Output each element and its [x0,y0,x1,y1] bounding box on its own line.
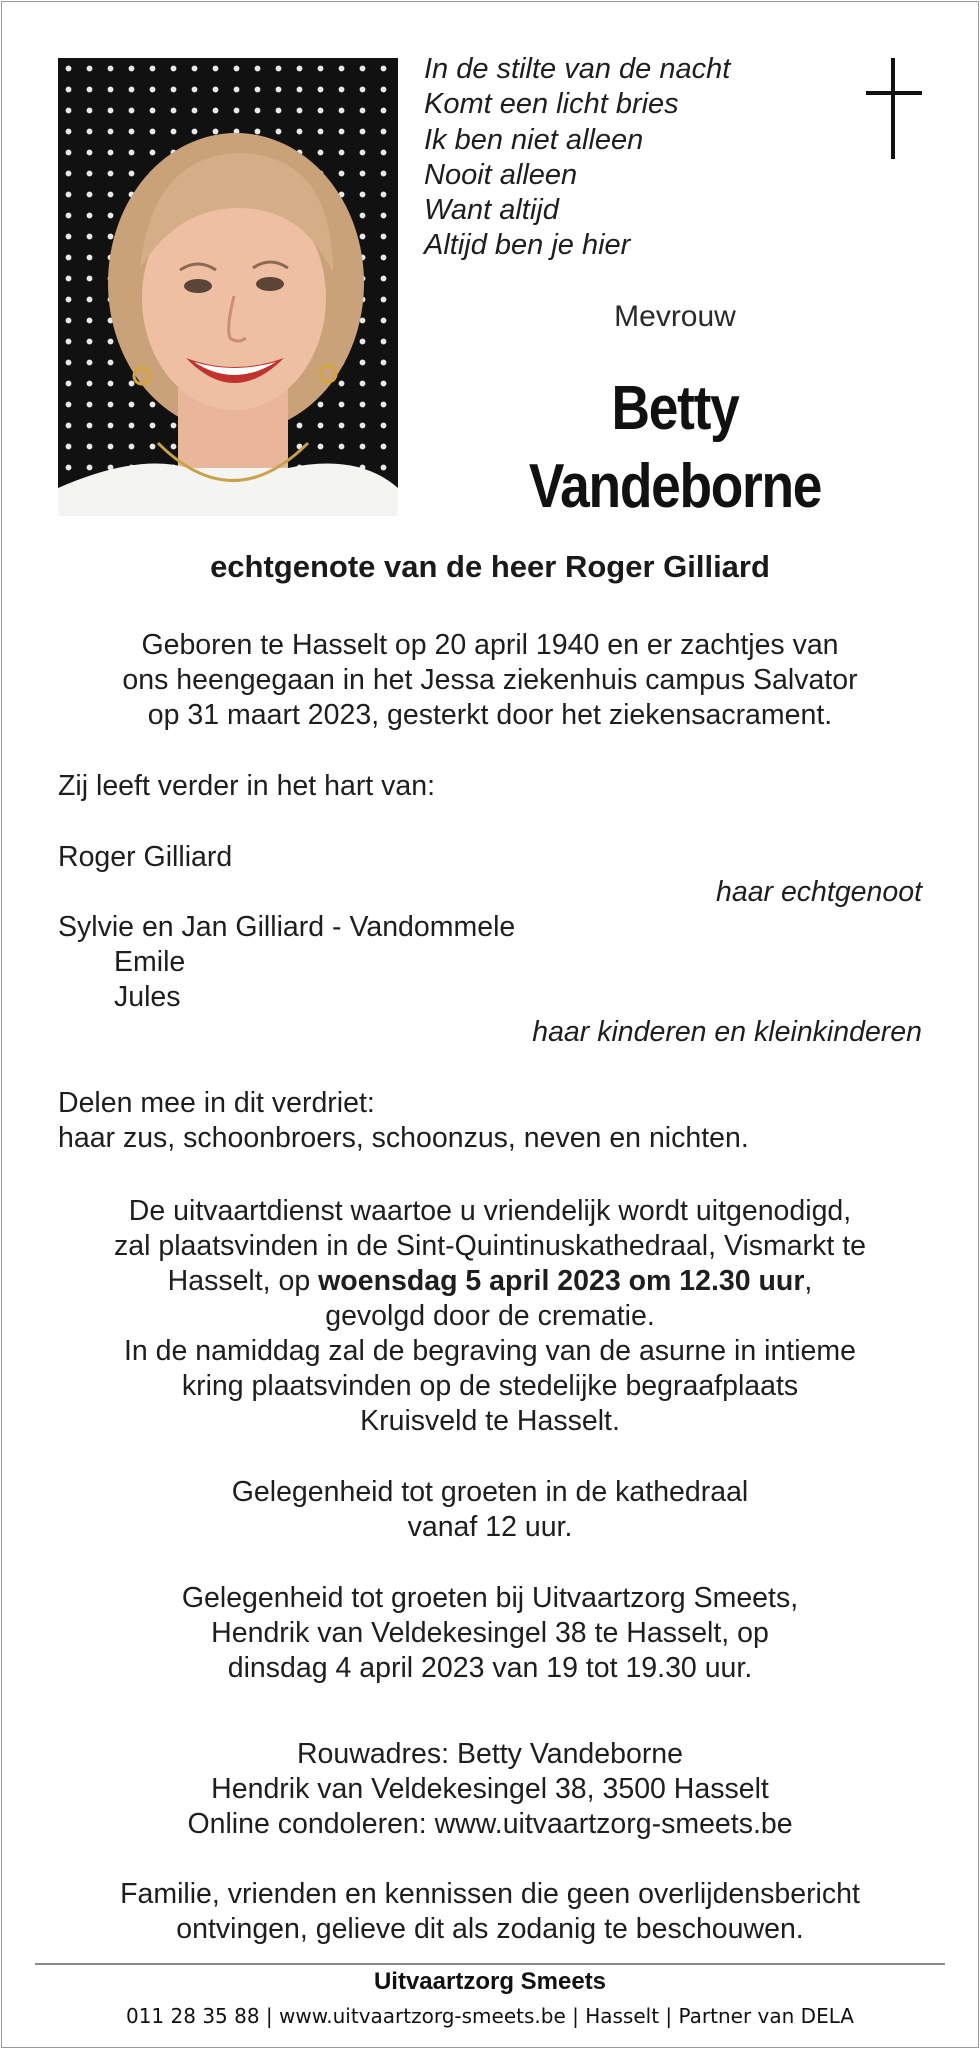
service-datetime: woensdag 5 april 2023 om 12.30 uur [318,1265,805,1297]
service-post: , [804,1265,813,1297]
family-children-role: haar kinderen en kleinkinderen [532,1016,922,1048]
family-spouse-role: haar echtgenoot [716,876,922,908]
honorific: Mevrouw [614,300,736,333]
greeting-line: Gelegenheid tot groeten bij Uitvaartzorg Smeets, [181,1582,799,1614]
closing-line: ontvingen, gelieve dit als zodanig te beschouwen. [176,1913,804,1945]
poem-line: Ik ben niet alleen [424,123,644,156]
birth-line: op 31 maart 2023, gesterkt door het ziekensacrament. [147,699,833,731]
last-name: Vandeborne [528,452,822,521]
address-line: Rouwadres: Betty Vandeborne [296,1738,684,1770]
service-line: zal plaatsvinden in de Sint-Quintinuskathedraal, Vismarkt te [114,1230,866,1262]
greeting-line: dinsdag 4 april 2023 van 19 tot 19.30 uur. [227,1652,753,1684]
grandchild-name: Emile [114,946,186,978]
condolence-link[interactable]: Online condoleren: www.uitvaartzorg-smeets.be [187,1808,793,1840]
mourning-address [60,1737,920,1842]
lives-on-heading: Zij leeft verder in het hart van: [58,770,436,802]
closing-line: Familie, vrienden en kennissen die geen overlijdensbericht [120,1878,860,1910]
address-line: Hendrik van Veldekesingel 38, 3500 Hasselt [211,1773,769,1805]
portrait-photo [58,58,398,516]
poem-line: Want altijd [424,194,559,227]
service-date-line [60,1264,920,1299]
first-name: Betty [611,374,739,443]
cathedral-greeting-text [60,1475,920,1545]
spouse-line: echtgenote van de heer Roger Gilliard [210,549,770,584]
service-line: In de namiddag zal de begraving van de asurne in intieme [124,1335,856,1367]
poem-line: Nooit alleen [424,158,578,191]
birth-line: Geboren te Hasselt op 20 april 1940 en er zachtjes van [141,629,839,661]
share-heading: Delen mee in dit verdriet: [58,1087,375,1119]
poem-line: Altijd ben je hier [424,229,631,262]
birth-line: ons heengegaan in het Jessa ziekenhuis campus Salvator [122,664,858,696]
cross-icon [866,58,922,159]
service-line: Kruisveld te Hasselt. [360,1405,620,1437]
closing-notice [60,1877,920,1947]
funeral-home-greeting-text [60,1581,920,1686]
funeral-service-text [60,1194,920,1439]
greeting-line: Gelegenheid tot groeten in de kathedraal [231,1476,749,1508]
footer-divider [35,1963,945,1965]
family-spouse-name: Roger Gilliard [58,841,233,873]
funeral-company-name: Uitvaartzorg Smeets [373,1968,607,1995]
share-relatives: haar zus, schoonbroers, schoonzus, neven en nichten. [58,1122,749,1154]
service-line: gevolgd door de crematie. [325,1300,655,1332]
funeral-company-info: 011 28 35 88 | www.uitvaartzorg-smeets.be | Hasselt | Partner van DELA [125,2004,854,2028]
birth-death-text [60,628,920,733]
service-pre: Hasselt, op [167,1265,319,1297]
greeting-line: Hendrik van Veldekesingel 38 te Hasselt, op [211,1617,769,1649]
poem [424,52,730,264]
poem-line: Komt een licht bries [424,88,679,121]
service-line: kring plaatsvinden op de stedelijke begraafplaats [181,1370,799,1402]
greeting-line: vanaf 12 uur. [407,1511,573,1543]
deceased-name [499,370,852,526]
service-line: De uitvaartdienst waartoe u vriendelijk wordt uitgenodigd, [128,1195,852,1227]
grandchild-name: Jules [114,981,181,1013]
poem-line: In de stilte van de nacht [424,53,731,85]
family-children: Sylvie en Jan Gilliard - Vandommele [58,911,516,943]
